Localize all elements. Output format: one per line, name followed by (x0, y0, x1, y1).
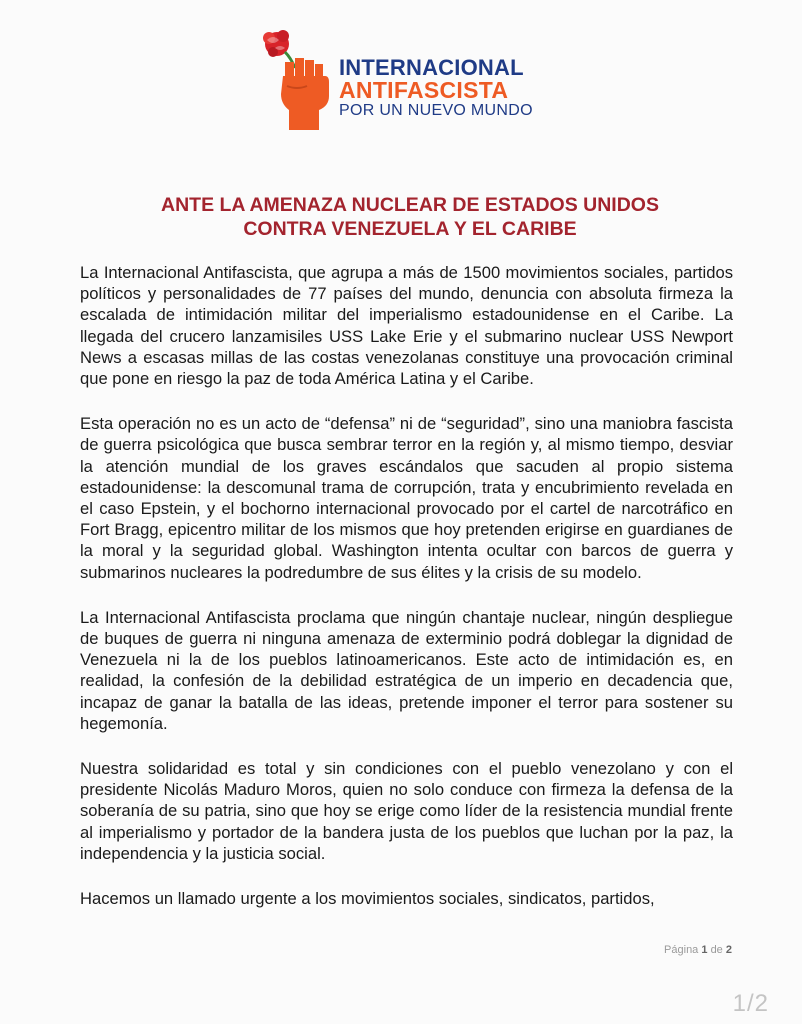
paragraph: Esta operación no es un acto de “defensa” ni de “seguridad”, sino una maniobra fascista de guerra psicológica que busca sembrar terror en la región y, al mismo tiempo, desviar la atención mundial de los graves escándalos que sacuden al propio sistema estadounidense: la descomunal trama de corrupción, trata y encubrimiento revelada en el caso Epstein, y el bochorno internacional provocado por el cartel de narcotráfico en Fort Bragg, epicentro militar de los mismos que hoy pretenden erigirse en guardianes de la moral y la seguridad global. Washington intenta ocultar con barcos de guerra y submarinos nucleares la podredumbre de sus élites y la crisis de su modelo. (80, 414, 733, 582)
title-line-2: CONTRA VENEZUELA Y EL CARIBE (243, 218, 577, 240)
organization-logo (255, 26, 555, 136)
logo-text-internacional: INTERNACIONAL (339, 55, 524, 80)
logo-text-antifascista: ANTIFASCISTA (339, 77, 509, 103)
fist-shape (281, 58, 329, 130)
logo-text-tagline: POR UN NUEVO MUNDO (339, 102, 533, 119)
paragraph: La Internacional Antifascista proclama que ningún chantaje nuclear, ningún despliegue de buques de guerra ni ninguna amenaza de exterminio podrá doblegar la dignidad de Venezuela ni la de los pueblos latinoamericanos. Este acto de intimidación es, en realidad, la confesión de la debilidad estratégica de un imperio en decadencia que, incapaz de ganar la batalla de las ideas, pretende imponer el terror para sostener su hegemonía. (80, 607, 733, 733)
page-of: de (710, 944, 723, 956)
raised-fist-with-carnation-icon (255, 26, 335, 134)
page-current: 1 (701, 944, 708, 956)
viewer-page-counter: 1/2 (732, 990, 769, 1017)
paragraph: Hacemos un llamado urgente a los movimientos sociales, sindicatos, partidos, (80, 889, 655, 909)
document-body (80, 262, 733, 933)
document-title (80, 193, 740, 241)
page-word: Página (664, 944, 699, 956)
paragraph: Nuestra solidaridad es total y sin condiciones con el pueblo venezolano y con el presidente Nicolás Maduro Moros, quien no solo conduce con firmeza la defensa de la soberanía de su patria, sino que hoy se erige como líder de la resistencia mundial frente al imperialismo y portador de la bandera justa de los pueblos que luchan por la paz, la independencia y la justicia social. (80, 759, 733, 863)
title-line-1: ANTE LA AMENAZA NUCLEAR DE ESTADOS UNIDOS (161, 194, 659, 216)
page-total: 2 (725, 944, 732, 956)
page-number-footer (664, 944, 732, 956)
paragraph: La Internacional Antifascista, que agrupa a más de 1500 movimientos sociales, partidos políticos y personalidades de 77 países del mundo, denuncia con absoluta firmeza la escalada de intimidación militar del imperialismo estadounidense en el Caribe. La llegada del crucero lanzamisiles USS Lake Erie y el submarino nuclear USS Newport News a escasas millas de las costas venezolanas constituye una provocación criminal que pone en riesgo la paz de toda América Latina y el Caribe. (80, 263, 733, 389)
